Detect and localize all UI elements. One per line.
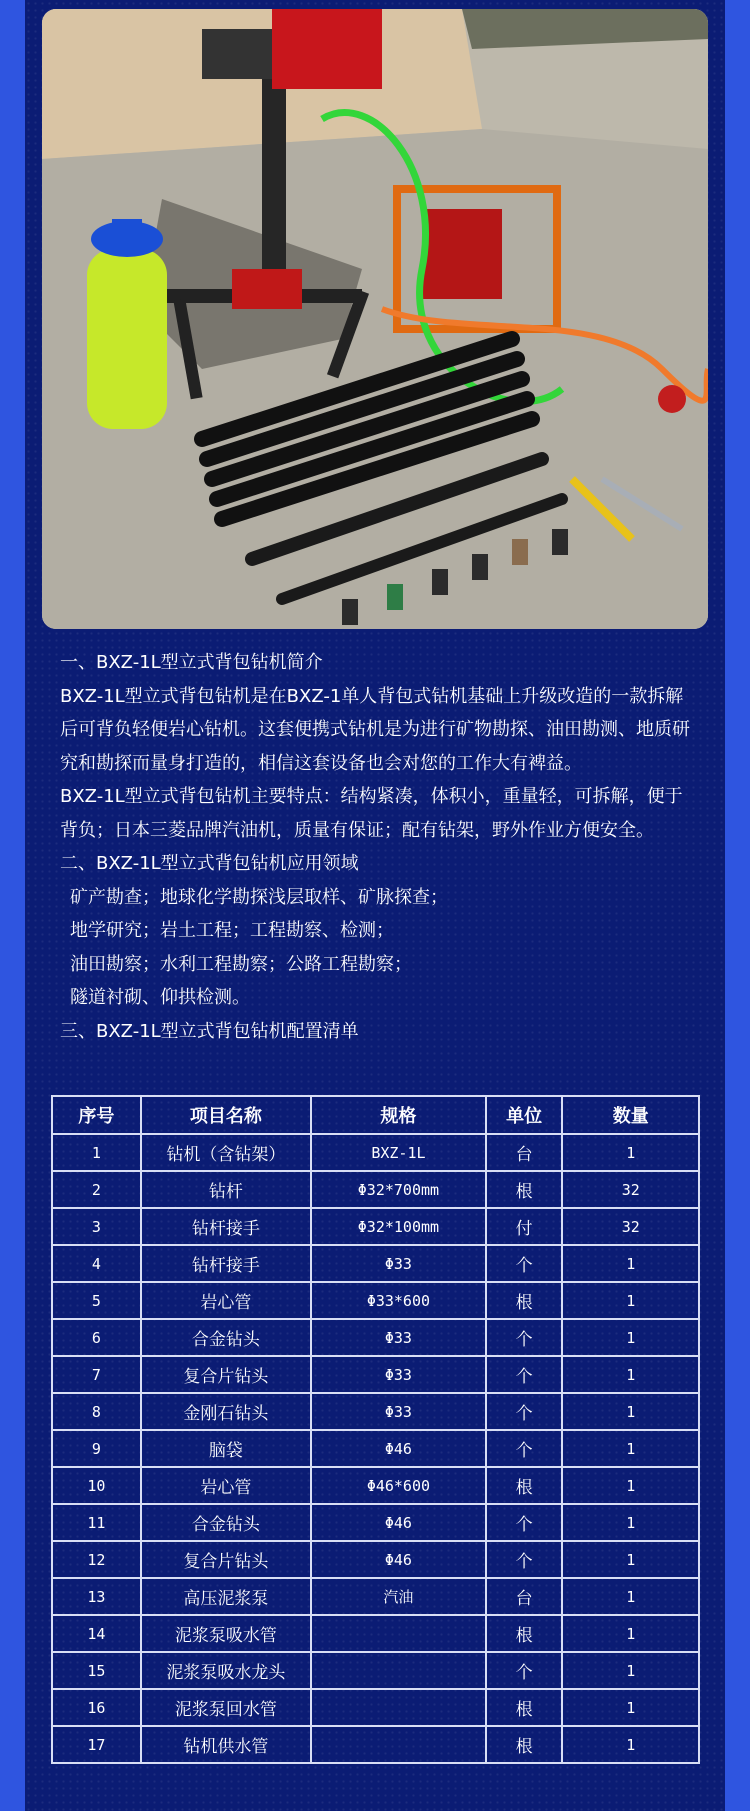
- cell-quantity: 1: [562, 1430, 699, 1467]
- table-row: [52, 1504, 699, 1541]
- table-row: [52, 1319, 699, 1356]
- cell-quantity: 1: [562, 1319, 699, 1356]
- cell-item-name: 高压泥浆泵: [141, 1578, 311, 1615]
- cell-index: 10: [52, 1467, 141, 1504]
- cell-quantity: 1: [562, 1356, 699, 1393]
- cell-spec: Φ46: [311, 1504, 486, 1541]
- cell-spec: Φ46: [311, 1430, 486, 1467]
- cell-unit: 个: [486, 1541, 563, 1578]
- cell-quantity: 1: [562, 1134, 699, 1171]
- cell-index: 1: [52, 1134, 141, 1171]
- cell-item-name: 钻杆接手: [141, 1245, 311, 1282]
- cell-index: 12: [52, 1541, 141, 1578]
- cell-quantity: 1: [562, 1615, 699, 1652]
- cell-unit: 个: [486, 1430, 563, 1467]
- cell-item-name: 钻机供水管: [141, 1726, 311, 1763]
- configuration-table: [51, 1095, 700, 1764]
- header-unit: 单位: [486, 1096, 563, 1134]
- cell-index: 3: [52, 1208, 141, 1245]
- cell-quantity: 1: [562, 1282, 699, 1319]
- cell-quantity: 32: [562, 1171, 699, 1208]
- cell-spec: BXZ-1L: [311, 1134, 486, 1171]
- section-heading-3: 三、BXZ-1L型立式背包钻机配置清单: [60, 1020, 359, 1042]
- cell-quantity: 1: [562, 1393, 699, 1430]
- cell-index: 6: [52, 1319, 141, 1356]
- cell-spec: [311, 1652, 486, 1689]
- cell-unit: 个: [486, 1245, 563, 1282]
- table-row: [52, 1356, 699, 1393]
- cell-item-name: 泥浆泵吸水龙头: [141, 1652, 311, 1689]
- cell-unit: 付: [486, 1208, 563, 1245]
- cell-quantity: 1: [562, 1541, 699, 1578]
- cell-spec: Φ33: [311, 1245, 486, 1282]
- cell-unit: 根: [486, 1615, 563, 1652]
- intro-paragraph-2: BXZ-1L型立式背包钻机主要特点：结构紧凑，体积小，重量轻，可拆解，便于背负；日本三菱品牌汽油机，质量有保证；配有钻架，野外作业方便安全。: [60, 786, 683, 841]
- cell-quantity: 1: [562, 1652, 699, 1689]
- cell-unit: 根: [486, 1467, 563, 1504]
- intro-paragraph-1: BXZ-1L型立式背包钻机是在BXZ-1单人背包式钻机基础上升级改造的一款拆解后可背负轻便岩心钻机。这套便携式钻机是为进行矿物勘探、油田勘测、地质研究和勘探而量身打造的，相信这套设备也会对您的工作大有裨益。: [60, 685, 690, 774]
- cell-index: 17: [52, 1726, 141, 1763]
- cell-index: 8: [52, 1393, 141, 1430]
- cell-index: 4: [52, 1245, 141, 1282]
- cell-spec: Φ46*600: [311, 1467, 486, 1504]
- table-row: [52, 1578, 699, 1615]
- table-row: [52, 1615, 699, 1652]
- cell-quantity: 1: [562, 1245, 699, 1282]
- cell-index: 15: [52, 1652, 141, 1689]
- cell-spec: Φ33*600: [311, 1282, 486, 1319]
- cell-item-name: 泥浆泵吸水管: [141, 1615, 311, 1652]
- cell-item-name: 合金钻头: [141, 1319, 311, 1356]
- table-row: [52, 1171, 699, 1208]
- cell-index: 7: [52, 1356, 141, 1393]
- cell-quantity: 1: [562, 1726, 699, 1763]
- cell-quantity: 1: [562, 1578, 699, 1615]
- cell-item-name: 岩心管: [141, 1467, 311, 1504]
- header-index: 序号: [52, 1096, 141, 1134]
- cell-item-name: 钻杆: [141, 1171, 311, 1208]
- cell-item-name: 复合片钻头: [141, 1541, 311, 1578]
- application-item: 油田勘察；水利工程勘察；公路工程勘察；: [70, 953, 412, 975]
- cell-unit: 个: [486, 1393, 563, 1430]
- table-row: [52, 1393, 699, 1430]
- cell-item-name: 岩心管: [141, 1282, 311, 1319]
- product-photo: [42, 9, 708, 629]
- application-item: 隧道衬砌、仰拱检测。: [70, 987, 250, 1008]
- section-heading-1: 一、BXZ-1L型立式背包钻机简介: [60, 652, 323, 673]
- cell-unit: 个: [486, 1652, 563, 1689]
- table-row: [52, 1726, 699, 1763]
- application-item: 矿产勘查；地球化学勘探浅层取样、矿脉探查；: [70, 886, 448, 908]
- cell-unit: 个: [486, 1504, 563, 1541]
- cell-spec: [311, 1615, 486, 1652]
- cell-unit: 个: [486, 1319, 563, 1356]
- table-body: [52, 1134, 699, 1763]
- cell-quantity: 32: [562, 1208, 699, 1245]
- cell-unit: 根: [486, 1282, 563, 1319]
- header-spec: 规格: [311, 1096, 486, 1134]
- cell-unit: 根: [486, 1726, 563, 1763]
- cell-item-name: 脑袋: [141, 1430, 311, 1467]
- cell-index: 13: [52, 1578, 141, 1615]
- section-heading-2: 二、BXZ-1L型立式背包钻机应用领域: [60, 853, 359, 874]
- table-row: [52, 1245, 699, 1282]
- intro-text: [60, 646, 700, 1048]
- cell-unit: 根: [486, 1171, 563, 1208]
- table-row: [52, 1652, 699, 1689]
- cell-spec: 汽油: [311, 1578, 486, 1615]
- cell-item-name: 合金钻头: [141, 1504, 311, 1541]
- table-row: [52, 1541, 699, 1578]
- cell-item-name: 钻机（含钻架）: [141, 1134, 311, 1171]
- cell-quantity: 1: [562, 1689, 699, 1726]
- cell-spec: [311, 1689, 486, 1726]
- cell-index: 2: [52, 1171, 141, 1208]
- cell-item-name: 金刚石钻头: [141, 1393, 311, 1430]
- table-row: [52, 1430, 699, 1467]
- table-row: [52, 1134, 699, 1171]
- cell-item-name: 复合片钻头: [141, 1356, 311, 1393]
- header-item-name: 项目名称: [141, 1096, 311, 1134]
- cell-spec: Φ33: [311, 1319, 486, 1356]
- application-item: 地学研究；岩土工程；工程勘察、检测；: [70, 920, 394, 941]
- cell-spec: Φ32*100mm: [311, 1208, 486, 1245]
- table-header-row: [52, 1096, 699, 1134]
- cell-spec: Φ46: [311, 1541, 486, 1578]
- cell-index: 5: [52, 1282, 141, 1319]
- cell-unit: 个: [486, 1356, 563, 1393]
- cell-spec: Φ32*700mm: [311, 1171, 486, 1208]
- cell-spec: Φ33: [311, 1356, 486, 1393]
- cell-index: 11: [52, 1504, 141, 1541]
- table-row: [52, 1689, 699, 1726]
- cell-unit: 台: [486, 1134, 563, 1171]
- cell-item-name: 泥浆泵回水管: [141, 1689, 311, 1726]
- cell-spec: Φ33: [311, 1393, 486, 1430]
- table-row: [52, 1467, 699, 1504]
- cell-spec: [311, 1726, 486, 1763]
- cell-index: 14: [52, 1615, 141, 1652]
- cell-item-name: 钻杆接手: [141, 1208, 311, 1245]
- cell-index: 16: [52, 1689, 141, 1726]
- cell-unit: 根: [486, 1689, 563, 1726]
- cell-unit: 台: [486, 1578, 563, 1615]
- header-quantity: 数量: [562, 1096, 699, 1134]
- table-row: [52, 1282, 699, 1319]
- cell-index: 9: [52, 1430, 141, 1467]
- cell-quantity: 1: [562, 1467, 699, 1504]
- cell-quantity: 1: [562, 1504, 699, 1541]
- table-row: [52, 1208, 699, 1245]
